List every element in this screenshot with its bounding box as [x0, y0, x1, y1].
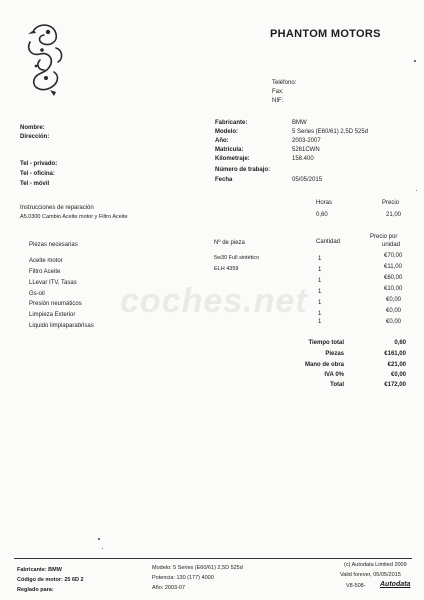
- vehicle-label: Kilometraje:: [215, 156, 250, 162]
- vehicle-label: Fabricante:: [215, 120, 248, 126]
- repair-hours: 0,60: [316, 212, 328, 218]
- part-qty: 1: [318, 289, 322, 295]
- customer-phone-mobile-label: Tel - móvil: [20, 181, 50, 187]
- customer-phone-office-label: Tel - oficina:: [20, 171, 55, 177]
- parts-header: Piezas necesarias: [29, 242, 78, 248]
- part-price: €0,00: [386, 308, 402, 314]
- vehicle-value: 158.400: [292, 156, 314, 162]
- part-name: Liquido limpiaparabrisas: [29, 323, 94, 329]
- vehicle-label: Matrícula:: [215, 147, 244, 153]
- footer-engine-code: Código de motor: 25 6D 2: [17, 577, 84, 583]
- part-name: Limpieza Exterior: [29, 312, 76, 318]
- autodata-logo: Autodata: [380, 581, 411, 588]
- repair-line: A5.0300 Cambio Aceite motor y Filtro Aceite: [20, 214, 128, 220]
- company-phone-label: Teléfono:: [272, 80, 297, 86]
- part-price: €70,00: [384, 253, 403, 259]
- footer-valid: Valid forever, 05/05/2015: [340, 572, 401, 578]
- part-price: €11,00: [384, 264, 402, 270]
- part-number: 5w30 Full sintético: [214, 255, 260, 261]
- scan-speck: [102, 548, 103, 549]
- part-qty: 1: [318, 267, 322, 273]
- repair-header: Instrucciones de reparación: [20, 205, 94, 211]
- footer-year: Año: 2003-07: [152, 585, 186, 591]
- scan-speck: [98, 538, 100, 540]
- footer-manufacturer: Fabricante: BMW: [17, 567, 62, 573]
- part-qty: 1: [318, 319, 322, 325]
- total-value: €161,00: [384, 351, 406, 357]
- scan-speck: [414, 60, 416, 62]
- part-price: €60,00: [384, 275, 403, 281]
- part-number-header: Nº de pieza: [214, 240, 245, 246]
- footer-set-for: Reglado para:: [17, 587, 54, 593]
- company-name: PHANTOM MOTORS: [270, 28, 381, 40]
- part-price: €10,00: [384, 286, 403, 292]
- part-qty: 1: [318, 311, 322, 317]
- customer-address-label: Dirección:: [20, 134, 50, 140]
- vehicle-label: Número de trabajo:: [215, 167, 271, 173]
- part-price: €0,00: [386, 319, 402, 325]
- part-qty: 1: [318, 278, 322, 284]
- repair-price: 21,00: [386, 212, 402, 218]
- unit-price-header: unidad: [382, 242, 401, 248]
- total-value: €0,00: [390, 372, 406, 378]
- footer-model: Modelo: 5 Series (E60/61) 2,5D 525d: [152, 565, 243, 571]
- company-fax-label: Fax:: [272, 89, 284, 95]
- watermark: coches.net: [120, 282, 308, 320]
- total-value: €172,00: [384, 382, 406, 388]
- customer-name-label: Nombre:: [20, 125, 45, 131]
- part-number: ELH 4359: [214, 266, 239, 272]
- part-name: Filtro Aceite: [29, 269, 61, 275]
- total-label: Mano de obra: [304, 362, 344, 368]
- total-label: Total: [330, 382, 344, 388]
- vehicle-label: Año:: [215, 138, 229, 144]
- part-name: LLevar ITV, Tasas: [29, 280, 77, 286]
- vehicle-label: Modelo:: [215, 129, 238, 135]
- part-qty: 1: [318, 256, 322, 262]
- vehicle-value: 05/05/2015: [292, 177, 323, 183]
- part-name: Gs-oil: [29, 291, 45, 297]
- total-value: €21,00: [387, 362, 406, 368]
- total-label: Tiempo total: [308, 340, 344, 346]
- part-qty: 1: [318, 300, 322, 306]
- vehicle-label: Fecha: [215, 177, 233, 183]
- vehicle-value: 5 Series (E60/61) 2,5D 525d: [292, 129, 369, 135]
- customer-phone-private-label: Tel - privado:: [20, 161, 58, 167]
- footer-version: V8-508-: [346, 583, 366, 589]
- scan-speck: [416, 190, 417, 191]
- price-header: Precio: [382, 200, 400, 206]
- unit-price-header: Precio por: [370, 234, 398, 240]
- hours-header: Horas: [316, 200, 333, 206]
- company-nif-label: NIF:: [272, 98, 284, 104]
- quantity-header: Cantidad: [316, 239, 341, 245]
- part-name: Aceite motor: [29, 258, 63, 264]
- part-price: €0,00: [386, 297, 402, 303]
- total-label: IVA 0%: [324, 372, 344, 378]
- footer-copyright: (c) Autodata Limited 2009: [344, 562, 407, 568]
- vehicle-value: 2003-2007: [292, 138, 321, 144]
- total-value: 0,60: [394, 340, 406, 346]
- company-logo-icon: [20, 20, 72, 98]
- vehicle-value: 5261CWN: [292, 147, 320, 153]
- part-name: Presión neumáticos: [29, 301, 82, 307]
- footer-power: Potencia: 130 (177) 4000: [152, 575, 214, 581]
- vehicle-value: BMW: [292, 120, 307, 126]
- footer-divider: [14, 558, 412, 559]
- total-label: Piezas: [325, 351, 344, 357]
